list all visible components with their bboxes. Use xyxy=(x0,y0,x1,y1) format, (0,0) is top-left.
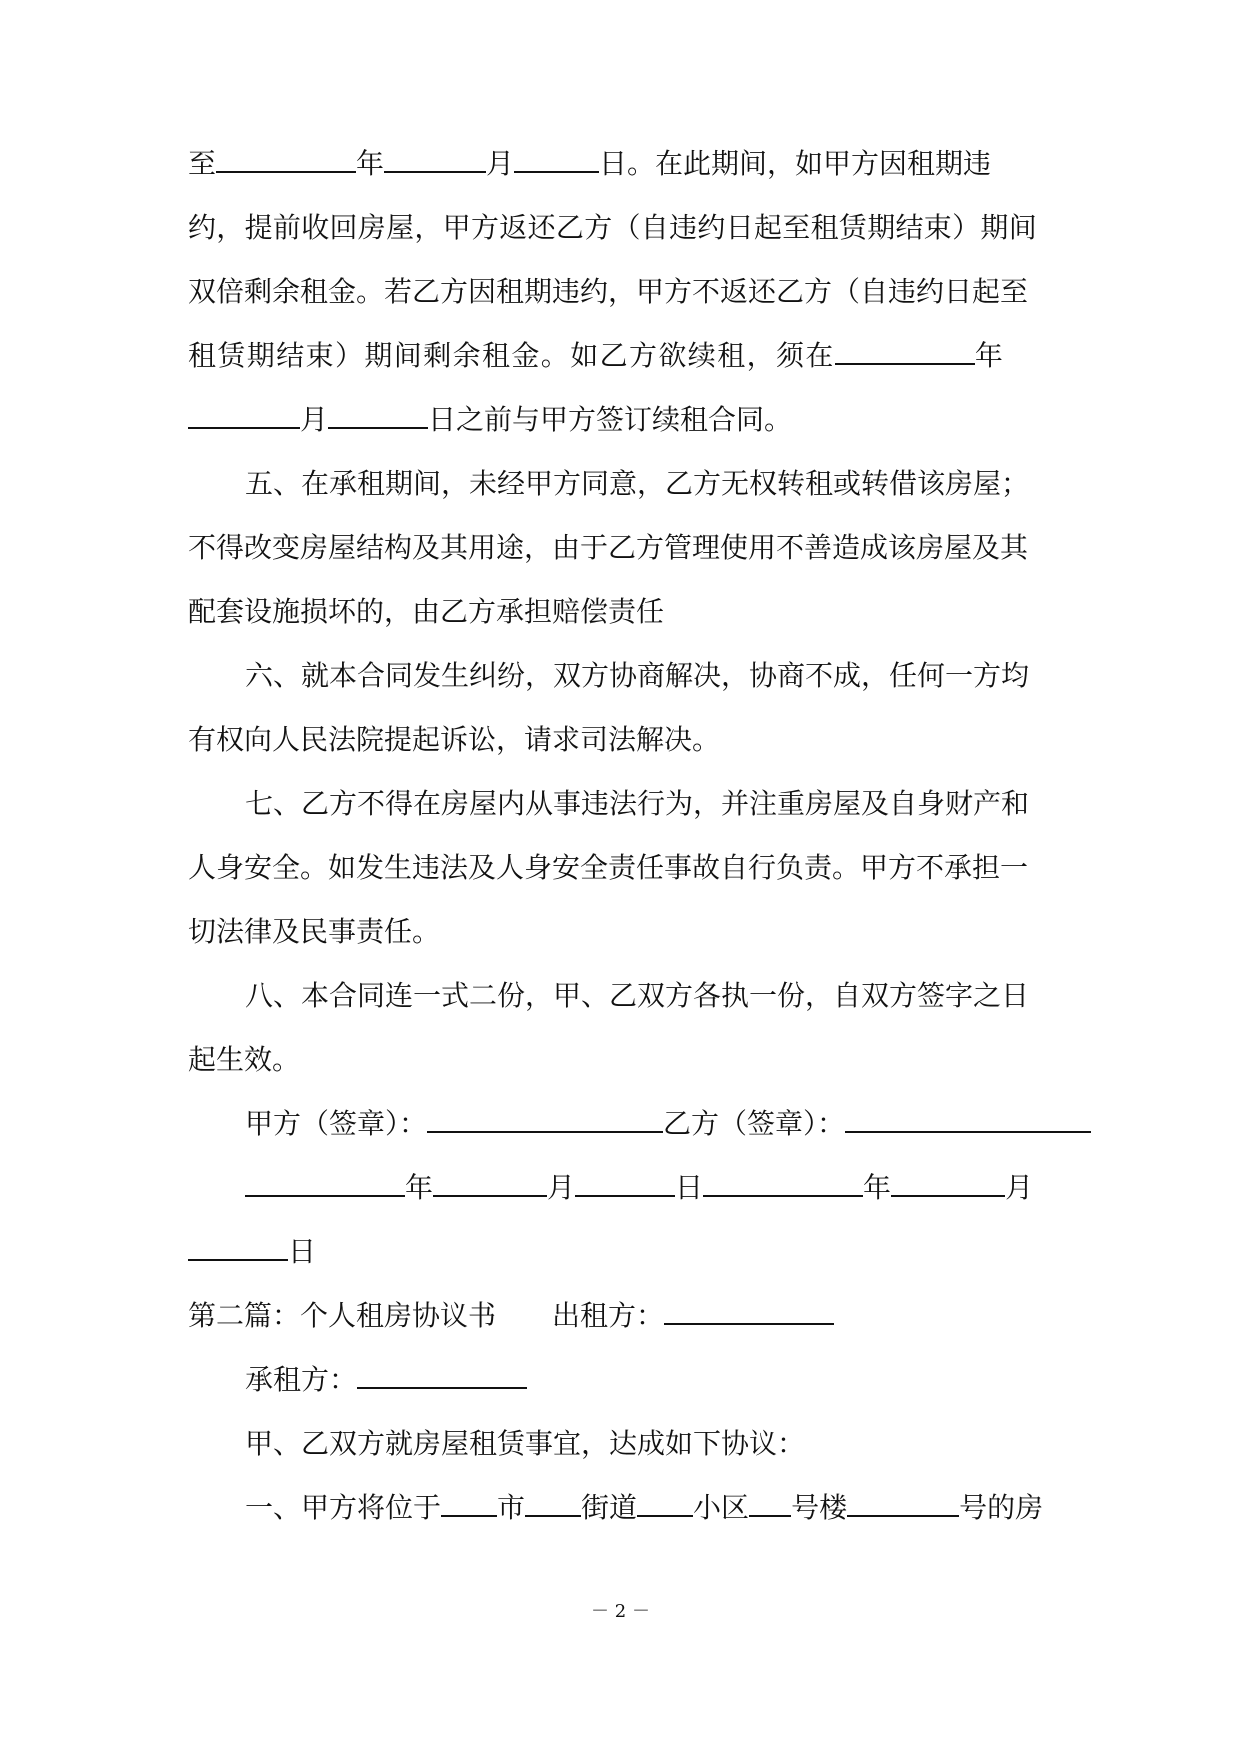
blank-field[interactable] xyxy=(525,1493,581,1517)
text: 不得改变房屋结构及其用途，由于乙方管理使用不善造成该房屋及其 xyxy=(188,531,1029,564)
blank-field[interactable] xyxy=(188,1237,288,1261)
doc-line-1 xyxy=(188,144,991,184)
text: 配套设施损坏的，由乙方承担赔偿责任 xyxy=(188,595,665,628)
text: 双倍剩余租金。若乙方因租期违约，甲方不返还乙方（自违约日起至 xyxy=(188,275,1029,308)
text: 年 xyxy=(405,1171,434,1204)
text: 市 xyxy=(497,1491,526,1524)
text: 七、乙方不得在房屋内从事违法行为，并注重房屋及自身财产和 xyxy=(245,787,1030,820)
party-b-signature-field[interactable] xyxy=(845,1109,1091,1133)
page-number: － 2 － xyxy=(591,1601,650,1622)
text: 五、在承租期间，未经甲方同意，乙方无权转租或转借该房屋； xyxy=(245,467,1030,500)
text: 八、本合同连一式二份，甲、乙双方各执一份，自双方签字之日 xyxy=(245,979,1030,1012)
doc-line-9 xyxy=(245,656,1029,696)
blank-field[interactable] xyxy=(749,1493,791,1517)
doc-line-6 xyxy=(245,464,1029,504)
doc-line-2 xyxy=(188,208,1037,248)
blank-field[interactable] xyxy=(216,149,356,173)
blank-field[interactable] xyxy=(328,405,428,429)
doc-line-13 xyxy=(188,912,440,952)
text: 日 xyxy=(288,1235,317,1268)
doc-line-10 xyxy=(188,720,720,760)
blank-field[interactable] xyxy=(441,1493,497,1517)
text: 有权向人民法院提起诉讼，请求司法解决。 xyxy=(188,723,721,756)
party-a-signature-field[interactable] xyxy=(427,1109,663,1133)
doc-line-12 xyxy=(188,848,1028,888)
doc-line-11 xyxy=(245,784,1029,824)
doc-line-3 xyxy=(188,272,1028,312)
lessor-field[interactable] xyxy=(664,1301,834,1325)
doc-line-5 xyxy=(188,400,792,440)
blank-field[interactable] xyxy=(637,1493,693,1517)
blank-field[interactable] xyxy=(703,1173,863,1197)
text: 甲、乙双方就房屋租赁事宜，达成如下协议： xyxy=(245,1427,806,1460)
blank-field[interactable] xyxy=(835,341,975,365)
section-title: 第二篇：个人租房协议书 xyxy=(188,1299,497,1332)
text: 日。在此期间，如甲方因租期违 xyxy=(599,147,992,180)
text: 日 xyxy=(675,1171,704,1204)
lessee-line xyxy=(245,1360,527,1400)
doc-line-7 xyxy=(188,528,1028,568)
signature-date-line xyxy=(245,1168,1033,1208)
doc-line-8 xyxy=(188,592,664,632)
text: 小区 xyxy=(693,1491,750,1524)
text: 人身安全。如发生违法及人身安全责任事故自行负责。甲方不承担一 xyxy=(188,851,1029,884)
doc-line-18 xyxy=(188,1232,316,1272)
doc-line-14 xyxy=(245,976,1029,1016)
text: 月 xyxy=(300,403,329,436)
text: 六、就本合同发生纠纷，双方协商解决，协商不成，任何一方均 xyxy=(245,659,1030,692)
text: 月 xyxy=(547,1171,576,1204)
blank-field[interactable] xyxy=(575,1173,675,1197)
lessee-field[interactable] xyxy=(357,1365,527,1389)
text: 一、甲方将位于 xyxy=(245,1491,442,1524)
text: 号的房 xyxy=(959,1491,1044,1524)
party-b-signature-label: 乙方（签章）： xyxy=(663,1107,846,1140)
blank-field[interactable] xyxy=(847,1493,959,1517)
lessor-label: 出租方： xyxy=(552,1299,665,1332)
text: 年 xyxy=(863,1171,892,1204)
doc-line-22 xyxy=(245,1488,1043,1528)
text: 月 xyxy=(486,147,515,180)
text: 年 xyxy=(974,339,1005,372)
text: 切法律及民事责任。 xyxy=(188,915,441,948)
text: 街道 xyxy=(581,1491,638,1524)
party-a-signature-label: 甲方（签章）： xyxy=(245,1107,428,1140)
doc-line-15 xyxy=(188,1040,300,1080)
text: 租赁期结束）期间剩余租金。如乙方欲续租，须在 xyxy=(188,339,835,372)
text: 约，提前收回房屋，甲方返还乙方（自违约日起至租赁期结束）期间 xyxy=(188,211,1038,244)
text: 号楼 xyxy=(791,1491,848,1524)
text: 年 xyxy=(356,147,385,180)
blank-field[interactable] xyxy=(188,405,300,429)
lessee-label: 承租方： xyxy=(245,1363,358,1396)
text: 日之前与甲方签订续租合同。 xyxy=(428,403,793,436)
blank-field[interactable] xyxy=(514,149,599,173)
blank-field[interactable] xyxy=(245,1173,405,1197)
text: 月 xyxy=(1005,1171,1034,1204)
doc-line-4 xyxy=(188,336,1004,376)
text: 至 xyxy=(188,147,217,180)
signature-line xyxy=(245,1104,1091,1144)
section-heading-line xyxy=(188,1296,834,1336)
doc-line-21 xyxy=(245,1424,805,1464)
blank-field[interactable] xyxy=(891,1173,1005,1197)
blank-field[interactable] xyxy=(384,149,486,173)
blank-field[interactable] xyxy=(433,1173,547,1197)
text: 起生效。 xyxy=(188,1043,301,1076)
